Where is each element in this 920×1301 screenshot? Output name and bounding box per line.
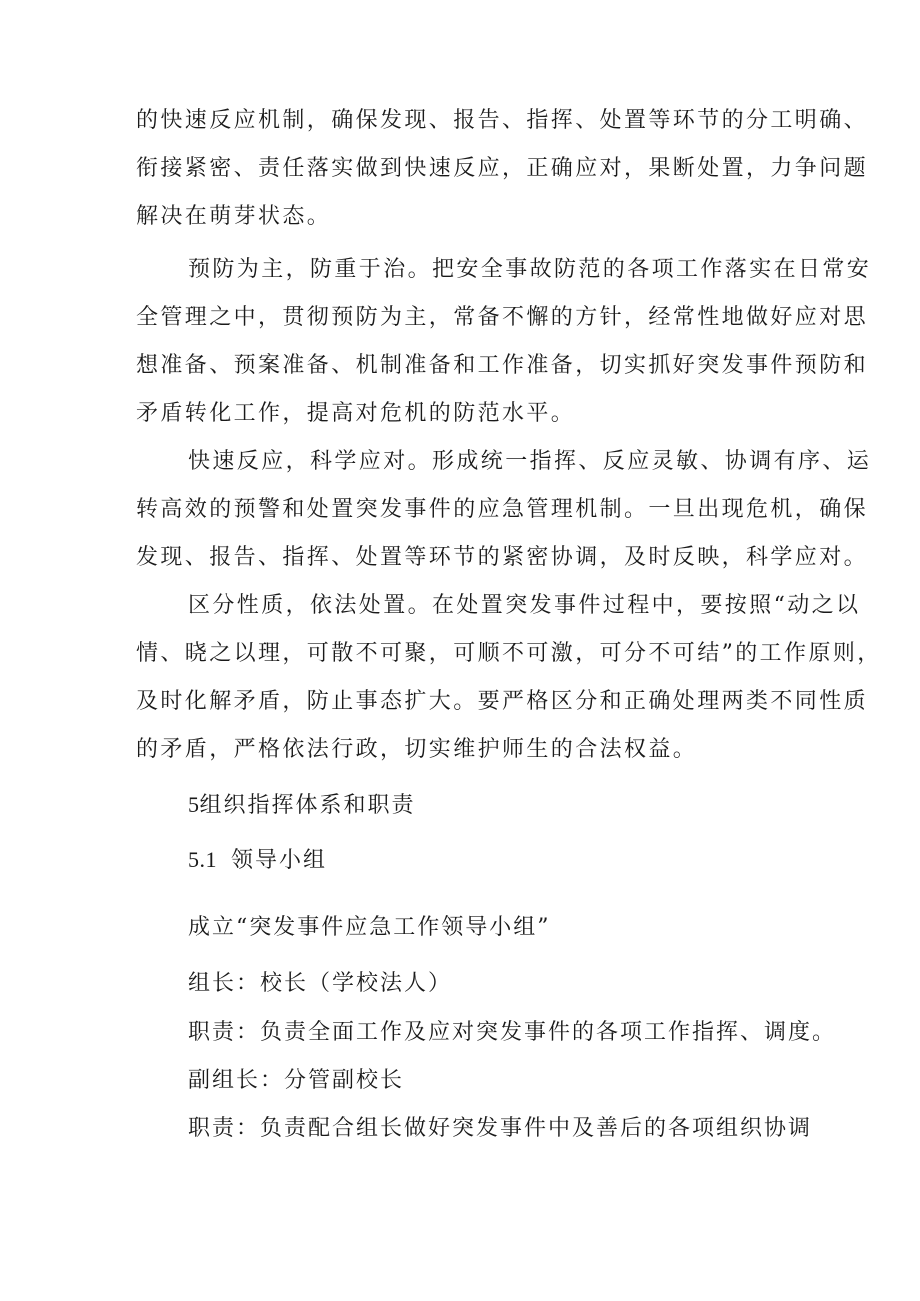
paragraph-lawful-handling <box>136 582 882 774</box>
text-line: 职责：负责配合组长做好突发事件中及善后的各项组织协调 <box>188 1116 813 1141</box>
establish-group-line <box>188 913 551 943</box>
text-line: 解决在萌芽状态。 <box>136 204 332 229</box>
text-line: 副组长：分管副校长 <box>188 1068 405 1093</box>
text-line: 发现、报告、指挥、处置等环节的紧密协调，及时反映，科学应对。 <box>136 545 869 570</box>
section-heading-5 <box>188 790 416 821</box>
paragraph-rapid-response-mechanism <box>136 97 869 241</box>
text-line: 职责：负责全面工作及应对突发事件的各项工作指挥、调度。 <box>188 1020 837 1045</box>
section-title: 领导小组 <box>231 848 328 873</box>
text-line: 矛盾转化工作，提高对危机的防范水平。 <box>136 401 576 426</box>
text-line: 预防为主，防重于治。把安全事故防范的各项工作落实在日常安 <box>188 257 872 282</box>
section-title: 组织指挥体系和职责 <box>199 793 416 818</box>
text-line: 的矛盾，严格依法行政，切实维护师生的合法权益。 <box>136 737 698 762</box>
section-heading-5-1 <box>188 845 327 876</box>
text-line: 成立“突发事件应急工作领导小组” <box>188 915 551 940</box>
text-line: 快速反应，科学应对。形成统一指挥、反应灵敏、协调有序、运 <box>188 449 872 474</box>
text-line: 组长：校长（学校法人） <box>188 971 453 996</box>
text-line: 及时化解矛盾，防止事态扩大。要严格区分和正确处理两类不同性质 <box>136 689 869 714</box>
text-line: 想准备、预案准备、机制准备和工作准备，切实抓好突发事件预防和 <box>136 353 869 378</box>
paragraph-quick-response <box>136 438 872 582</box>
text-line: 区分性质，依法处置。在处置突发事件过程中，要按照“动之以 <box>188 593 861 618</box>
paragraph-prevention-first <box>136 246 872 438</box>
deputy-leader-duty-line <box>188 1114 812 1144</box>
text-line: 衔接紧密、责任落实做到快速反应，正确应对，果断处置，力争问题 <box>136 156 869 181</box>
section-number: 5 <box>188 792 200 817</box>
group-leader-duty-line <box>188 1018 836 1048</box>
text-line: 全管理之中，贯彻预防为主，常备不懈的方针，经常性地做好应对思 <box>136 305 869 330</box>
text-line: 转高效的预警和处置突发事件的应急管理机制。一旦出现危机，确保 <box>136 497 869 522</box>
text-line: 情、晓之以理，可散不可聚，可顺不可激，可分不可结”的工作原则， <box>136 641 882 666</box>
group-leader-line <box>188 969 452 999</box>
deputy-leader-line <box>188 1066 404 1096</box>
section-number: 5.1 <box>188 847 217 872</box>
text-line: 的快速反应机制，确保发现、报告、指挥、处置等环节的分工明确、 <box>136 108 869 133</box>
